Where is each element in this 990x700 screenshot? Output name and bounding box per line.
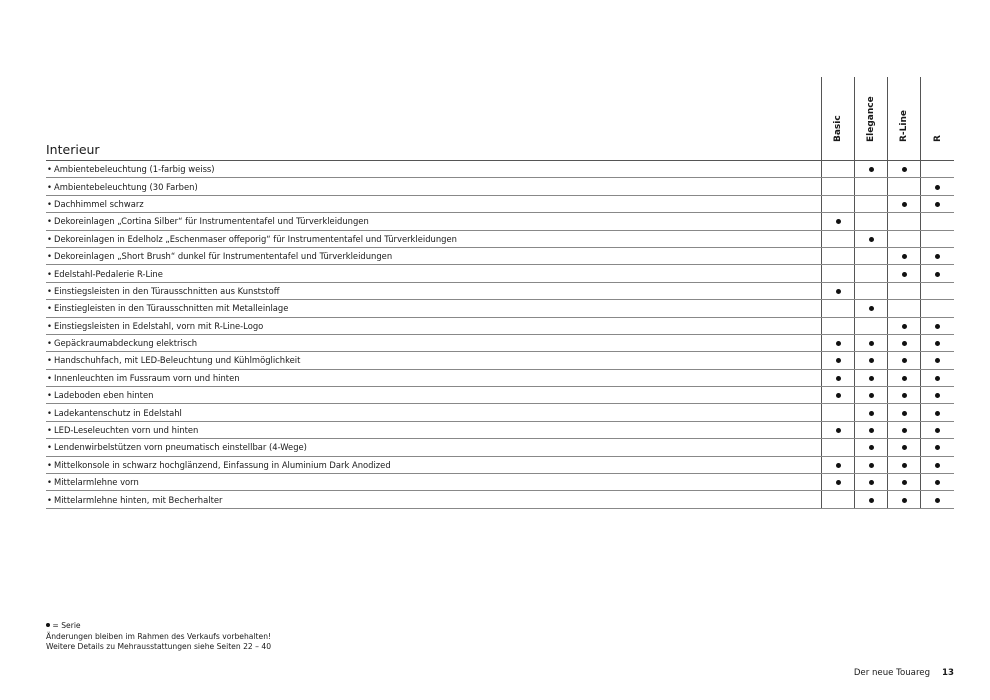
availability-cell — [888, 474, 921, 491]
standard-dot-icon — [869, 376, 874, 381]
legend-note-2: Weitere Details zu Mehrausstattungen siehe Seiten 22 – 40 — [46, 642, 272, 651]
standard-dot-icon — [902, 498, 907, 503]
bullet-icon: • — [47, 459, 52, 470]
bullet-icon: • — [47, 338, 52, 349]
availability-cell — [921, 282, 954, 299]
availability-cell — [822, 213, 855, 230]
table-row — [46, 387, 954, 404]
feature-cell — [46, 456, 822, 473]
bullet-icon: • — [47, 355, 52, 366]
standard-dot-icon — [869, 480, 874, 485]
page-footer — [854, 668, 954, 678]
standard-dot-icon — [836, 289, 841, 294]
availability-cell — [921, 491, 954, 508]
availability-cell — [855, 195, 888, 212]
standard-dot-icon — [902, 202, 907, 207]
standard-dot-icon — [836, 341, 841, 346]
standard-dot-icon — [902, 393, 907, 398]
availability-cell — [921, 387, 954, 404]
table-row — [46, 195, 954, 212]
availability-cell — [822, 282, 855, 299]
availability-cell — [888, 387, 921, 404]
variant-header-r — [921, 77, 954, 161]
availability-cell — [888, 282, 921, 299]
availability-cell — [921, 317, 954, 334]
feature-cell — [46, 265, 822, 282]
variant-header-r-line — [888, 77, 921, 161]
availability-cell — [822, 317, 855, 334]
availability-cell — [921, 352, 954, 369]
availability-cell — [888, 352, 921, 369]
standard-dot-icon — [836, 480, 841, 485]
availability-cell — [855, 178, 888, 195]
standard-dot-icon — [902, 463, 907, 468]
availability-cell — [855, 474, 888, 491]
availability-cell — [855, 300, 888, 317]
bullet-icon: • — [47, 303, 52, 314]
availability-cell — [921, 404, 954, 421]
standard-dot-icon — [836, 428, 841, 433]
bullet-icon: • — [47, 233, 52, 244]
availability-cell — [921, 195, 954, 212]
availability-cell — [822, 491, 855, 508]
standard-dot-icon — [902, 272, 907, 277]
table-row — [46, 456, 954, 473]
availability-cell — [855, 230, 888, 247]
feature-cell — [46, 404, 822, 421]
availability-cell — [855, 247, 888, 264]
availability-cell — [888, 230, 921, 247]
legend-serie-text: = Serie — [52, 621, 81, 630]
standard-dot-icon — [836, 376, 841, 381]
bullet-icon: • — [47, 198, 52, 209]
availability-cell — [855, 213, 888, 230]
availability-cell — [822, 404, 855, 421]
standard-dot-icon — [902, 341, 907, 346]
availability-cell — [855, 456, 888, 473]
feature-cell — [46, 439, 822, 456]
variant-label: R — [932, 135, 943, 142]
legend-serie — [46, 621, 271, 632]
legend-note-1: Änderungen bleiben im Rahmen des Verkaufs vorbehalten! — [46, 631, 272, 641]
feature-label: Einstiegleisten in den Türausschnitten mit Metalleinlage — [54, 303, 289, 314]
bullet-icon: • — [47, 390, 52, 401]
feature-cell — [46, 474, 822, 491]
feature-label: Ambientebeleuchtung (1-farbig weiss) — [54, 164, 215, 175]
availability-cell — [822, 265, 855, 282]
table-body — [46, 161, 954, 509]
standard-dot-icon — [902, 480, 907, 485]
legend — [46, 621, 271, 653]
feature-label: LED-Leseleuchten vorn und hinten — [54, 425, 199, 436]
feature-label: Mittelkonsole in schwarz hochglänzend, Einfassung in Aluminium Dark Anodized — [54, 459, 391, 470]
table-row — [46, 491, 954, 508]
availability-cell — [921, 247, 954, 264]
bullet-icon: • — [47, 268, 52, 279]
availability-cell — [921, 300, 954, 317]
table-row — [46, 178, 954, 195]
section-title: Interieur — [46, 77, 822, 161]
bullet-icon: • — [47, 320, 52, 331]
standard-dot-icon — [869, 167, 874, 172]
availability-cell — [921, 178, 954, 195]
table-row — [46, 317, 954, 334]
availability-cell — [888, 404, 921, 421]
availability-cell — [822, 178, 855, 195]
standard-dot-icon — [935, 254, 940, 259]
standard-dot-icon — [902, 358, 907, 363]
page-number: 13 — [942, 668, 954, 678]
standard-dot-icon — [902, 167, 907, 172]
availability-cell — [822, 387, 855, 404]
feature-label: Edelstahl-Pedalerie R-Line — [54, 268, 163, 279]
standard-dot-icon — [902, 428, 907, 433]
standard-dot-icon — [869, 358, 874, 363]
availability-cell — [921, 421, 954, 438]
standard-dot-icon — [902, 445, 907, 450]
standard-dot-icon — [935, 341, 940, 346]
standard-dot-icon — [836, 219, 841, 224]
equipment-table-container — [46, 77, 954, 509]
table-row — [46, 404, 954, 421]
feature-label: Ambientebeleuchtung (30 Farben) — [54, 181, 198, 192]
availability-cell — [855, 369, 888, 386]
availability-cell — [888, 491, 921, 508]
table-row — [46, 474, 954, 491]
standard-dot-icon — [902, 411, 907, 416]
availability-cell — [822, 247, 855, 264]
feature-label: Dekoreinlagen „Short Brush“ dunkel für Instrumententafel und Türverkleidungen — [54, 251, 393, 262]
standard-dot-icon — [836, 463, 841, 468]
availability-cell — [855, 317, 888, 334]
feature-label: Mittelarmlehne vorn — [54, 477, 139, 488]
standard-dot-icon — [869, 463, 874, 468]
bullet-icon: • — [47, 181, 52, 192]
bullet-icon: • — [47, 285, 52, 296]
standard-dot-icon — [935, 358, 940, 363]
standard-dot-icon — [902, 324, 907, 329]
availability-cell — [855, 439, 888, 456]
standard-dot-icon — [935, 393, 940, 398]
availability-cell — [888, 439, 921, 456]
availability-cell — [888, 369, 921, 386]
table-row — [46, 282, 954, 299]
bullet-icon: • — [47, 425, 52, 436]
table-row — [46, 369, 954, 386]
table-row — [46, 213, 954, 230]
equipment-table — [46, 77, 954, 509]
availability-cell — [888, 265, 921, 282]
standard-dot-icon — [869, 428, 874, 433]
availability-cell — [921, 230, 954, 247]
table-header-row — [46, 77, 954, 161]
availability-cell — [921, 439, 954, 456]
standard-dot-icon — [902, 376, 907, 381]
availability-cell — [822, 369, 855, 386]
availability-cell — [888, 178, 921, 195]
feature-label: Dekoreinlagen in Edelholz „Eschenmaser offeporig“ für Instrumententafel und Türverkleidungen — [54, 233, 457, 244]
availability-cell — [921, 334, 954, 351]
availability-cell — [888, 161, 921, 178]
availability-cell — [888, 456, 921, 473]
feature-label: Mittelarmlehne hinten, mit Becherhalter — [54, 494, 223, 505]
standard-dot-icon — [869, 237, 874, 242]
feature-cell — [46, 195, 822, 212]
availability-cell — [822, 300, 855, 317]
availability-cell — [822, 230, 855, 247]
table-row — [46, 230, 954, 247]
footer-title: Der neue Touareg — [853, 668, 931, 678]
standard-dot-icon — [935, 202, 940, 207]
table-row — [46, 247, 954, 264]
standard-dot-icon — [869, 393, 874, 398]
availability-cell — [822, 439, 855, 456]
standard-dot-icon — [935, 445, 940, 450]
availability-cell — [888, 247, 921, 264]
standard-dot-icon — [902, 254, 907, 259]
availability-cell — [921, 161, 954, 178]
standard-dot-icon — [935, 272, 940, 277]
availability-cell — [822, 334, 855, 351]
table-row — [46, 421, 954, 438]
variant-label: R-Line — [899, 110, 910, 142]
availability-cell — [888, 334, 921, 351]
feature-label: Gepäckraumabdeckung elektrisch — [54, 338, 198, 349]
availability-cell — [855, 334, 888, 351]
feature-cell — [46, 421, 822, 438]
availability-cell — [888, 195, 921, 212]
feature-label: Lendenwirbelstützen vorn pneumatisch einstellbar (4-Wege) — [54, 442, 307, 453]
standard-dot-icon — [935, 376, 940, 381]
table-row — [46, 161, 954, 178]
availability-cell — [822, 195, 855, 212]
feature-cell — [46, 161, 822, 178]
bullet-icon: • — [47, 372, 52, 383]
availability-cell — [888, 213, 921, 230]
standard-dot-icon — [869, 306, 874, 311]
standard-dot-icon — [869, 498, 874, 503]
feature-cell — [46, 282, 822, 299]
standard-dot-icon — [935, 185, 940, 190]
variant-label: Elegance — [866, 96, 877, 142]
availability-cell — [888, 421, 921, 438]
variant-label: Basic — [833, 115, 844, 142]
availability-cell — [822, 421, 855, 438]
standard-dot-icon — [836, 393, 841, 398]
availability-cell — [855, 161, 888, 178]
bullet-icon: • — [47, 494, 52, 505]
table-row — [46, 265, 954, 282]
feature-label: Ladekantenschutz in Edelstahl — [54, 407, 182, 418]
feature-label: Dekoreinlagen „Cortina Silber“ für Instrumententafel und Türverkleidungen — [54, 216, 369, 227]
standard-dot-icon — [935, 480, 940, 485]
availability-cell — [822, 352, 855, 369]
table-row — [46, 300, 954, 317]
feature-label: Ladeboden eben hinten — [54, 390, 154, 401]
feature-cell — [46, 334, 822, 351]
availability-cell — [921, 265, 954, 282]
feature-cell — [46, 178, 822, 195]
feature-label: Einstiegsleisten in Edelstahl, vorn mit R-Line-Logo — [54, 320, 264, 331]
availability-cell — [888, 317, 921, 334]
standard-dot-icon — [935, 324, 940, 329]
feature-cell — [46, 213, 822, 230]
standard-dot-icon — [935, 428, 940, 433]
standard-dot-icon — [935, 463, 940, 468]
standard-dot-icon — [836, 358, 841, 363]
feature-label: Dachhimmel schwarz — [54, 198, 144, 209]
availability-cell — [855, 491, 888, 508]
feature-label: Innenleuchten im Fussraum vorn und hinten — [54, 372, 240, 383]
bullet-icon: • — [47, 407, 52, 418]
feature-cell — [46, 300, 822, 317]
feature-cell — [46, 317, 822, 334]
availability-cell — [888, 300, 921, 317]
feature-cell — [46, 247, 822, 264]
availability-cell — [822, 456, 855, 473]
feature-cell — [46, 230, 822, 247]
availability-cell — [822, 161, 855, 178]
availability-cell — [855, 421, 888, 438]
standard-dot-icon — [46, 623, 50, 627]
feature-cell — [46, 387, 822, 404]
standard-dot-icon — [869, 445, 874, 450]
standard-dot-icon — [869, 411, 874, 416]
bullet-icon: • — [47, 216, 52, 227]
availability-cell — [855, 404, 888, 421]
table-row — [46, 352, 954, 369]
table-row — [46, 334, 954, 351]
feature-cell — [46, 491, 822, 508]
standard-dot-icon — [935, 411, 940, 416]
bullet-icon: • — [47, 251, 52, 262]
feature-label: Handschuhfach, mit LED-Beleuchtung und Kühlmöglichkeit — [54, 355, 301, 366]
availability-cell — [822, 474, 855, 491]
availability-cell — [921, 369, 954, 386]
availability-cell — [921, 456, 954, 473]
availability-cell — [855, 352, 888, 369]
availability-cell — [855, 282, 888, 299]
availability-cell — [921, 474, 954, 491]
standard-dot-icon — [869, 341, 874, 346]
feature-cell — [46, 369, 822, 386]
standard-dot-icon — [935, 498, 940, 503]
bullet-icon: • — [47, 442, 52, 453]
bullet-icon: • — [47, 477, 52, 488]
feature-label: Einstiegsleisten in den Türausschnitten aus Kunststoff — [54, 285, 280, 296]
variant-header-elegance — [855, 77, 888, 161]
availability-cell — [921, 213, 954, 230]
availability-cell — [855, 387, 888, 404]
feature-cell — [46, 352, 822, 369]
table-row — [46, 439, 954, 456]
availability-cell — [855, 265, 888, 282]
variant-header-basic — [822, 77, 855, 161]
bullet-icon: • — [47, 164, 52, 175]
